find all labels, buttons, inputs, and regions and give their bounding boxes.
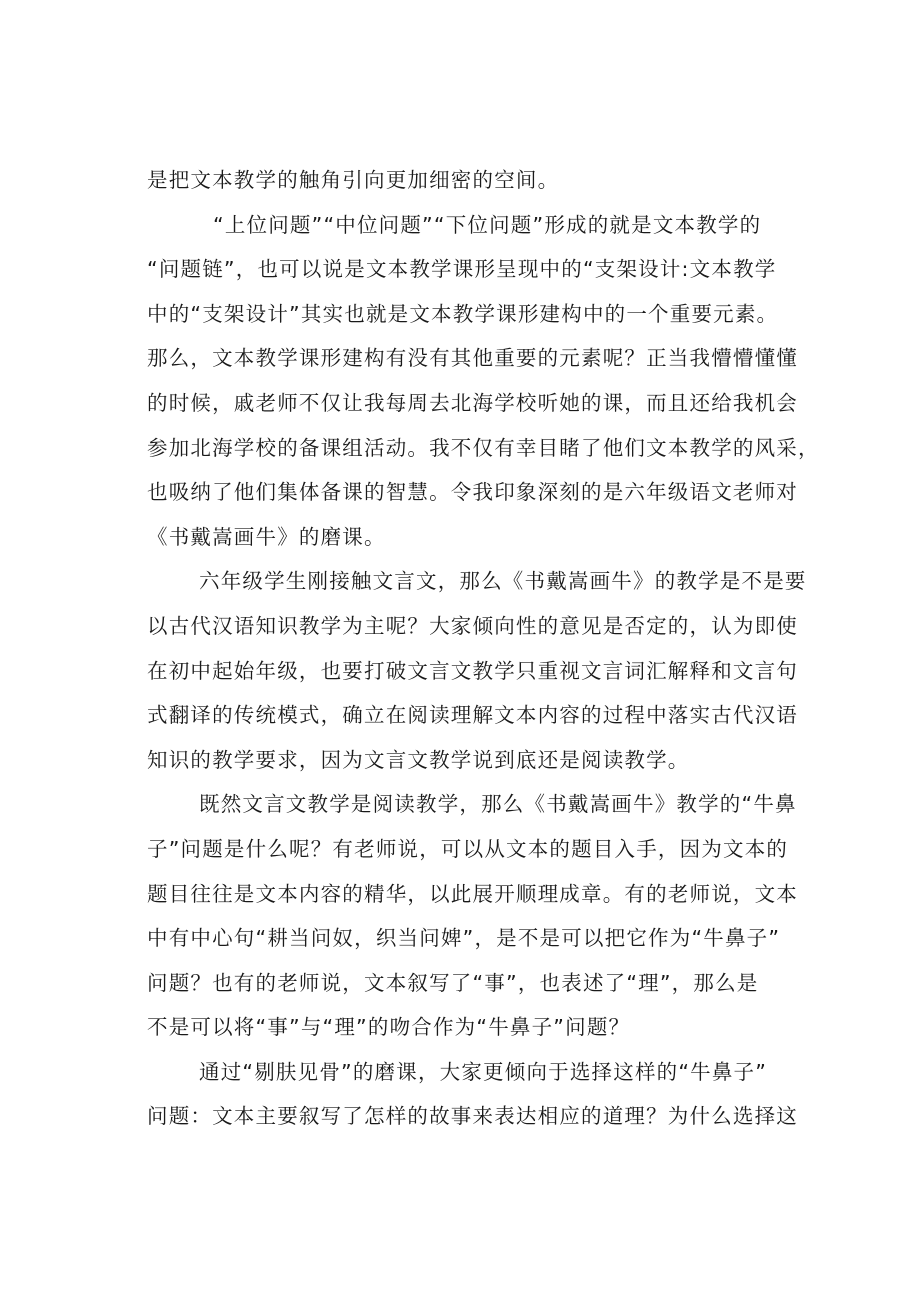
paragraph-start-line: 既然文言文教学是阅读教学，那么《书戴嵩画牛》教学的“牛鼻 [199,792,797,817]
text-line: 那么，文本教学课形建构有没有其他重要的元素呢？正当我懵懵懂懂 [147,346,798,371]
text-line: 以古代汉语知识教学为主呢？大家倾向性的意见是否定的，认为即使 [147,613,798,638]
text-line: 不是可以将“事”与“理”的吻合作为“牛鼻子”问题？ [147,1015,631,1040]
body-text [147,158,820,1139]
text-line: 题目往往是文本内容的精华，以此展开顺理成章。有的老师说，文本 [147,881,798,906]
text-line: 知识的教学要求，因为文言文教学说到底还是阅读教学。 [147,747,690,772]
text-line: 也吸纳了他们集体备课的智慧。令我印象深刻的是六年级语文老师对 [147,480,798,505]
text-line: 参加北海学校的备课组活动。我不仅有幸目睹了他们文本教学的风采， [147,435,820,460]
text-line: 《书戴嵩画牛》的磨课。 [147,524,386,549]
paragraph-start-line: 通过“剔肤见骨”的磨课，大家更倾向于选择这样的“牛鼻子” [199,1059,768,1084]
text-line: 是把文本教学的触角引向更加细密的空间。 [147,168,560,192]
paragraph-start-line: 六年级学生刚接触文言文，那么《书戴嵩画牛》的教学是不是要 [199,569,807,594]
text-line: 问题：文本主要叙写了怎样的故事来表达相应的道理？为什么选择这 [147,1104,798,1129]
text-line: 在初中起始年级，也要打破文言文教学只重视文言词汇解释和文言句 [147,658,798,683]
text-line: 问题？也有的老师说，文本叙写了“事”，也表述了“理”，那么是 [147,970,759,995]
paragraph-start-line: “上位问题”“中位问题”“下位问题”形成的就是文本教学的 [213,212,762,237]
text-line: 子”问题是什么呢？有老师说，可以从文本的题目入手，因为文本的 [147,836,789,861]
text-line: 式翻译的传统模式，确立在阅读理解文本内容的过程中落实古代汉语 [147,703,798,728]
text-line: 的时候，戚老师不仅让我每周去北海学校听她的课，而且还给我机会 [147,390,798,415]
text-line: “问题链”，也可以说是文本教学课形呈现中的“支架设计:文本教学 [147,257,777,282]
text-line: 中的“支架设计”其实也就是文本教学课形建构中的一个重要元素。 [147,301,779,326]
text-line: 中有中心句“耕当问奴，织当问婢”，是不是可以把它作为“牛鼻子” [147,926,781,951]
